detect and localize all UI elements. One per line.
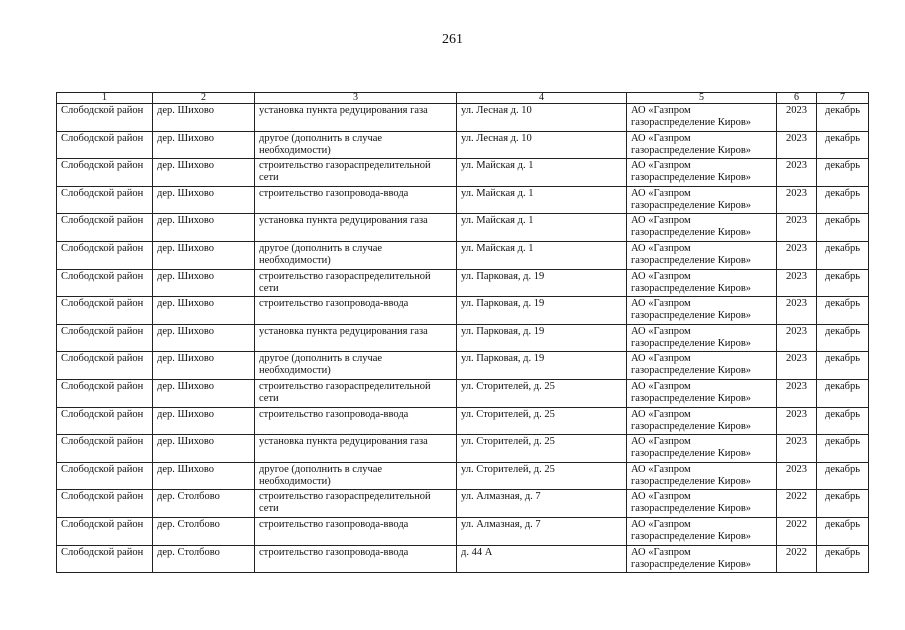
address-cell: ул. Лесная д. 10 — [457, 104, 627, 132]
month-cell: декабрь — [817, 517, 869, 545]
year-cell: 2022 — [777, 517, 817, 545]
month-cell: декабрь — [817, 297, 869, 325]
settlement-cell: дер. Шихово — [153, 241, 255, 269]
month-cell: декабрь — [817, 131, 869, 159]
gasification-table — [56, 92, 869, 573]
settlement-cell: дер. Шихово — [153, 462, 255, 490]
organization-cell: АО «Газпром газораспределение Киров» — [627, 352, 777, 380]
work-type-cell: установка пункта редуцирования газа — [255, 324, 457, 352]
work-type-cell: строительство газораспределительной сети — [255, 490, 457, 518]
district-cell: Слободской район — [57, 131, 153, 159]
district-cell: Слободской район — [57, 379, 153, 407]
organization-cell: АО «Газпром газораспределение Киров» — [627, 407, 777, 435]
work-type-cell: строительство газораспределительной сети — [255, 379, 457, 407]
table-row — [57, 104, 869, 132]
organization-cell: АО «Газпром газораспределение Киров» — [627, 297, 777, 325]
work-type-cell: другое (дополнить в случае необходимости) — [255, 352, 457, 380]
table-row — [57, 407, 869, 435]
table-row — [57, 214, 869, 242]
table-row — [57, 490, 869, 518]
address-cell: ул. Парковая, д. 19 — [457, 297, 627, 325]
district-cell: Слободской район — [57, 186, 153, 214]
settlement-cell: дер. Шихово — [153, 407, 255, 435]
table-row — [57, 159, 869, 187]
settlement-cell: дер. Шихово — [153, 104, 255, 132]
month-cell: декабрь — [817, 186, 869, 214]
organization-cell: АО «Газпром газораспределение Киров» — [627, 241, 777, 269]
organization-cell: АО «Газпром газораспределение Киров» — [627, 435, 777, 463]
year-cell: 2023 — [777, 104, 817, 132]
work-type-cell: строительство газопровода-ввода — [255, 517, 457, 545]
settlement-cell: дер. Шихово — [153, 297, 255, 325]
organization-cell: АО «Газпром газораспределение Киров» — [627, 159, 777, 187]
month-cell: декабрь — [817, 352, 869, 380]
district-cell: Слободской район — [57, 104, 153, 132]
month-cell: декабрь — [817, 241, 869, 269]
address-cell: ул. Сторителей, д. 25 — [457, 435, 627, 463]
settlement-cell: дер. Столбово — [153, 545, 255, 573]
district-cell: Слободской район — [57, 462, 153, 490]
organization-cell: АО «Газпром газораспределение Киров» — [627, 517, 777, 545]
table-row — [57, 269, 869, 297]
table-row — [57, 435, 869, 463]
district-cell: Слободской район — [57, 159, 153, 187]
table-row — [57, 379, 869, 407]
table-row — [57, 462, 869, 490]
year-cell: 2023 — [777, 159, 817, 187]
organization-cell: АО «Газпром газораспределение Киров» — [627, 379, 777, 407]
organization-cell: АО «Газпром газораспределение Киров» — [627, 186, 777, 214]
table-row — [57, 324, 869, 352]
address-cell: ул. Лесная д. 10 — [457, 131, 627, 159]
work-type-cell: установка пункта редуцирования газа — [255, 214, 457, 242]
organization-cell: АО «Газпром газораспределение Киров» — [627, 490, 777, 518]
work-type-cell: строительство газораспределительной сети — [255, 159, 457, 187]
address-cell: ул. Майская д. 1 — [457, 159, 627, 187]
address-cell: ул. Парковая, д. 19 — [457, 352, 627, 380]
organization-cell: АО «Газпром газораспределение Киров» — [627, 324, 777, 352]
table-row — [57, 517, 869, 545]
work-type-cell: установка пункта редуцирования газа — [255, 104, 457, 132]
year-cell: 2023 — [777, 186, 817, 214]
month-cell: декабрь — [817, 324, 869, 352]
table-row — [57, 241, 869, 269]
address-cell: ул. Алмазная, д. 7 — [457, 517, 627, 545]
header-cell: 2 — [153, 93, 255, 104]
month-cell: декабрь — [817, 214, 869, 242]
year-cell: 2023 — [777, 352, 817, 380]
month-cell: декабрь — [817, 159, 869, 187]
organization-cell: АО «Газпром газораспределение Киров» — [627, 545, 777, 573]
page-number: 261 — [442, 32, 463, 47]
district-cell: Слободской район — [57, 407, 153, 435]
settlement-cell: дер. Шихово — [153, 186, 255, 214]
work-type-cell: другое (дополнить в случае необходимости) — [255, 131, 457, 159]
year-cell: 2023 — [777, 435, 817, 463]
year-cell: 2022 — [777, 490, 817, 518]
table-row — [57, 131, 869, 159]
work-type-cell: строительство газопровода-ввода — [255, 545, 457, 573]
header-row — [57, 93, 869, 104]
work-type-cell: строительство газопровода-ввода — [255, 297, 457, 325]
settlement-cell: дер. Столбово — [153, 490, 255, 518]
settlement-cell: дер. Столбово — [153, 517, 255, 545]
district-cell: Слободской район — [57, 490, 153, 518]
district-cell: Слободской район — [57, 324, 153, 352]
table-row — [57, 545, 869, 573]
district-cell: Слободской район — [57, 352, 153, 380]
year-cell: 2023 — [777, 241, 817, 269]
address-cell: ул. Алмазная, д. 7 — [457, 490, 627, 518]
month-cell: декабрь — [817, 104, 869, 132]
header-cell: 6 — [777, 93, 817, 104]
table-row — [57, 186, 869, 214]
organization-cell: АО «Газпром газораспределение Киров» — [627, 104, 777, 132]
header-cell: 7 — [817, 93, 869, 104]
settlement-cell: дер. Шихово — [153, 214, 255, 242]
year-cell: 2023 — [777, 297, 817, 325]
work-type-cell: другое (дополнить в случае необходимости) — [255, 462, 457, 490]
district-cell: Слободской район — [57, 517, 153, 545]
settlement-cell: дер. Шихово — [153, 159, 255, 187]
address-cell: ул. Парковая, д. 19 — [457, 269, 627, 297]
work-type-cell: установка пункта редуцирования газа — [255, 435, 457, 463]
month-cell: декабрь — [817, 379, 869, 407]
year-cell: 2022 — [777, 545, 817, 573]
district-cell: Слободской район — [57, 297, 153, 325]
settlement-cell: дер. Шихово — [153, 324, 255, 352]
settlement-cell: дер. Шихово — [153, 352, 255, 380]
work-type-cell: строительство газораспределительной сети — [255, 269, 457, 297]
district-cell: Слободской район — [57, 545, 153, 573]
header-cell: 4 — [457, 93, 627, 104]
year-cell: 2023 — [777, 324, 817, 352]
table-row — [57, 297, 869, 325]
year-cell: 2023 — [777, 407, 817, 435]
year-cell: 2023 — [777, 269, 817, 297]
year-cell: 2023 — [777, 131, 817, 159]
header-cell: 3 — [255, 93, 457, 104]
table-body — [57, 104, 869, 573]
organization-cell: АО «Газпром газораспределение Киров» — [627, 214, 777, 242]
year-cell: 2023 — [777, 462, 817, 490]
organization-cell: АО «Газпром газораспределение Киров» — [627, 462, 777, 490]
settlement-cell: дер. Шихово — [153, 435, 255, 463]
address-cell: ул. Сторителей, д. 25 — [457, 379, 627, 407]
work-type-cell: строительство газопровода-ввода — [255, 407, 457, 435]
district-cell: Слободской район — [57, 241, 153, 269]
address-cell: ул. Сторителей, д. 25 — [457, 462, 627, 490]
work-type-cell: строительство газопровода-ввода — [255, 186, 457, 214]
month-cell: декабрь — [817, 407, 869, 435]
address-cell: ул. Майская д. 1 — [457, 186, 627, 214]
month-cell: декабрь — [817, 462, 869, 490]
header-cell: 1 — [57, 93, 153, 104]
organization-cell: АО «Газпром газораспределение Киров» — [627, 269, 777, 297]
year-cell: 2023 — [777, 214, 817, 242]
address-cell: ул. Парковая, д. 19 — [457, 324, 627, 352]
district-cell: Слободской район — [57, 435, 153, 463]
month-cell: декабрь — [817, 269, 869, 297]
district-cell: Слободской район — [57, 214, 153, 242]
settlement-cell: дер. Шихово — [153, 269, 255, 297]
address-cell: ул. Майская д. 1 — [457, 214, 627, 242]
table-row — [57, 352, 869, 380]
address-cell: д. 44 А — [457, 545, 627, 573]
address-cell: ул. Майская д. 1 — [457, 241, 627, 269]
month-cell: декабрь — [817, 545, 869, 573]
month-cell: декабрь — [817, 490, 869, 518]
address-cell: ул. Сторителей, д. 25 — [457, 407, 627, 435]
header-cell: 5 — [627, 93, 777, 104]
settlement-cell: дер. Шихово — [153, 379, 255, 407]
year-cell: 2023 — [777, 379, 817, 407]
settlement-cell: дер. Шихово — [153, 131, 255, 159]
district-cell: Слободской район — [57, 269, 153, 297]
month-cell: декабрь — [817, 435, 869, 463]
organization-cell: АО «Газпром газораспределение Киров» — [627, 131, 777, 159]
work-type-cell: другое (дополнить в случае необходимости) — [255, 241, 457, 269]
